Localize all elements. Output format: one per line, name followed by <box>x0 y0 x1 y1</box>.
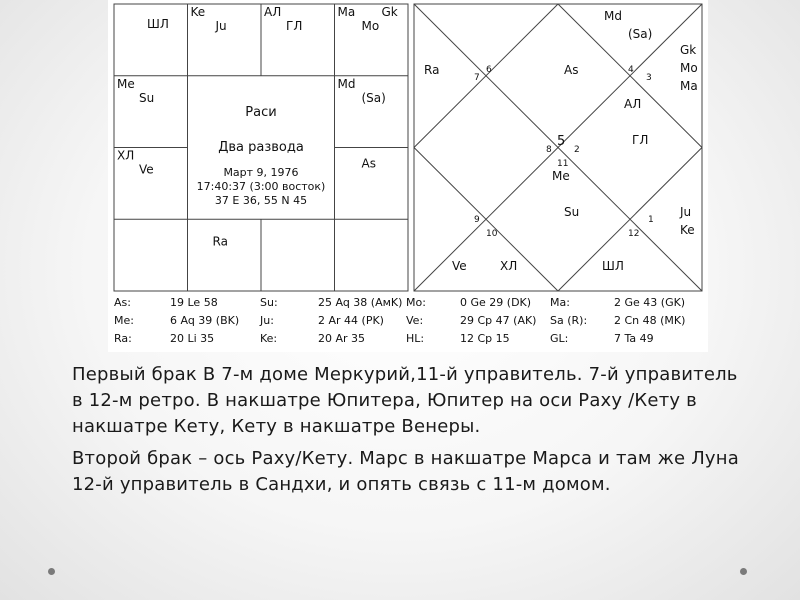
north-house-number: 6 <box>486 65 492 75</box>
south-cell-label: АЛ <box>264 5 282 19</box>
nav-dot-right <box>740 568 747 575</box>
south-cell-label: As <box>361 156 376 171</box>
north-planet-label: Ve <box>452 259 467 273</box>
position-label: Ju: <box>260 314 274 327</box>
north-planet-label: Me <box>552 169 570 183</box>
north-house-number: 3 <box>646 73 652 83</box>
north-planet-label: Mo <box>680 61 698 75</box>
commentary-paragraph-1: Первый брак В 7-м доме Меркурий,11-й управитель. 7-й управитель в 12-м ретро. В накшатре Юпитера, Юпитер на оси Раху /Кету в накшатре Кету, Кету в накшатре Венеры. <box>72 364 738 437</box>
south-chart-center-text: 37 E 36, 55 N 45 <box>214 193 308 207</box>
north-planet-label: АЛ <box>624 97 642 111</box>
south-cell-label: Ra <box>212 234 228 249</box>
south-cell-label: Ju <box>215 19 227 33</box>
position-label: GL: <box>550 332 569 345</box>
position-value: 20 Ar 35 <box>318 332 366 345</box>
position-label: Ve: <box>406 314 424 327</box>
north-house-number: 12 <box>628 229 640 239</box>
north-planet-label: ХЛ <box>500 259 518 273</box>
south-cell-label: Ke <box>190 5 206 19</box>
horoscope-figure <box>108 0 708 352</box>
north-planet-label: Md <box>604 9 622 23</box>
position-value: 2 Ge 43 (GK) <box>614 296 686 309</box>
commentary <box>72 362 752 504</box>
position-value: 2 Ar 44 (PK) <box>318 314 384 327</box>
south-cell-label: ШЛ <box>147 17 169 31</box>
north-planet-label: Su <box>564 205 580 219</box>
south-cell-label: Me <box>117 76 135 91</box>
north-house-number: 11 <box>557 159 569 169</box>
position-value: 25 Aq 38 (AмK) <box>318 296 403 309</box>
north-planet-label: Ju <box>680 205 692 219</box>
south-cell-label: Gk <box>381 5 398 19</box>
north-house-number: 9 <box>474 215 480 225</box>
south-cell-label: Mo <box>361 19 380 33</box>
position-label: Sa (R): <box>550 314 588 327</box>
south-chart-center-text: Раси <box>245 104 277 120</box>
position-label: Ra: <box>114 332 132 345</box>
south-cell-label: ГЛ <box>286 19 303 33</box>
position-value: 12 Cp 15 <box>460 332 510 345</box>
north-house-number: 2 <box>574 145 580 155</box>
position-value: 29 Cp 47 (AK) <box>460 314 537 327</box>
north-planet-label: Ra <box>424 63 440 77</box>
north-planet-label: Ke <box>680 223 695 237</box>
position-value: 2 Cn 48 (MK) <box>614 314 686 327</box>
north-indian-chart <box>414 4 702 291</box>
south-chart-center-text: Два развода <box>218 139 304 155</box>
nav-dot-left <box>48 568 55 575</box>
south-indian-chart <box>114 4 408 291</box>
position-value: 20 Li 35 <box>170 332 215 345</box>
north-planet-label: ГЛ <box>632 133 649 147</box>
north-planet-label: Gk <box>680 43 697 57</box>
position-label: As: <box>114 296 131 309</box>
north-planet-label: (Sa) <box>628 27 653 41</box>
south-cell-label: Md <box>337 76 356 91</box>
position-label: Ke: <box>260 332 278 345</box>
north-planet-label: As <box>564 63 579 77</box>
position-value: 7 Ta 49 <box>614 332 654 345</box>
north-planet-label: Ma <box>680 79 698 93</box>
south-cell-label: Ma <box>337 5 356 19</box>
south-cell-label: (Sa) <box>361 90 386 105</box>
south-cell-label: Su <box>139 90 155 105</box>
south-chart-center-text: Март 9, 1976 <box>223 165 299 179</box>
position-value: 0 Ge 29 (DK) <box>460 296 532 309</box>
north-house-number: 5 <box>557 134 566 149</box>
north-planet-label: ШЛ <box>602 259 624 273</box>
position-label: HL: <box>406 332 425 345</box>
north-house-number: 7 <box>474 73 480 83</box>
position-value: 6 Aq 39 (BK) <box>170 314 240 327</box>
position-label: Ma: <box>550 296 570 309</box>
position-label: Su: <box>260 296 278 309</box>
south-cell-label: Ve <box>139 162 154 177</box>
north-house-number: 10 <box>486 229 498 239</box>
south-chart-center-text: 17:40:37 (3:00 восток) <box>196 179 326 193</box>
north-house-number: 8 <box>546 145 552 155</box>
commentary-paragraph-2: Второй брак – ось Раху/Кету. Марс в накшатре Марса и там же Луна 12-й управитель в Сандхи, и опять связь с 11-м домом. <box>72 448 739 495</box>
position-label: Me: <box>114 314 134 327</box>
position-label: Mo: <box>406 296 426 309</box>
north-house-number: 1 <box>648 215 654 225</box>
position-value: 19 Le 58 <box>170 296 218 309</box>
south-cell-label: ХЛ <box>117 148 135 163</box>
north-house-number: 4 <box>628 65 634 75</box>
